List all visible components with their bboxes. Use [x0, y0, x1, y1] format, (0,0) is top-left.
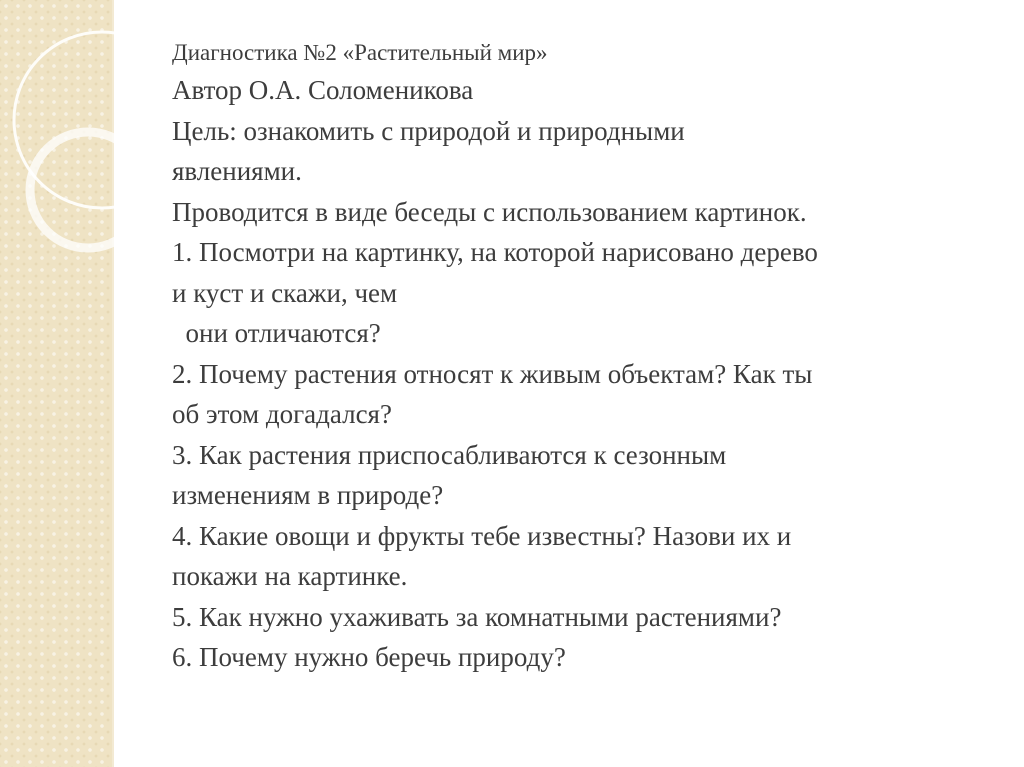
method-line: Проводится в виде беседы с использованием картинок.	[172, 196, 807, 227]
title-line: Диагностика №2 «Растительный мир»	[172, 40, 548, 65]
question-3-line: 3. Как растения приспосабливаются к сезонным	[172, 439, 727, 470]
question-1-cont: и куст и скажи, чем	[172, 277, 398, 308]
question-6-line: 6. Почему нужно беречь природу?	[172, 642, 566, 672]
goal-line: Цель: ознакомить с природой и природными	[172, 115, 685, 146]
ring-outer	[14, 32, 190, 208]
decorative-rings	[0, 0, 200, 300]
author-line: Автор О.А. Соломеникова	[172, 75, 474, 105]
question-4-line: 4. Какие овощи и фрукты тебе известны? Назови их и	[172, 520, 792, 551]
question-5-line: 5. Как нужно ухаживать за комнатными растениями?	[172, 601, 782, 632]
question-3-cont: изменениям в природе?	[172, 480, 444, 510]
question-1-line: 1. Посмотри на картинку, на которой нарисовано дерево	[172, 237, 818, 267]
question-2-line: 2. Почему растения относят к живым объектам? Как ты	[172, 358, 813, 389]
goal-line-cont: явлениями.	[172, 156, 302, 186]
question-4-cont: покажи на картинке.	[172, 561, 408, 591]
question-2-cont: об этом догадался?	[172, 399, 392, 429]
question-1-cont-2: они отличаются?	[172, 318, 381, 348]
slide-text	[172, 36, 1002, 678]
